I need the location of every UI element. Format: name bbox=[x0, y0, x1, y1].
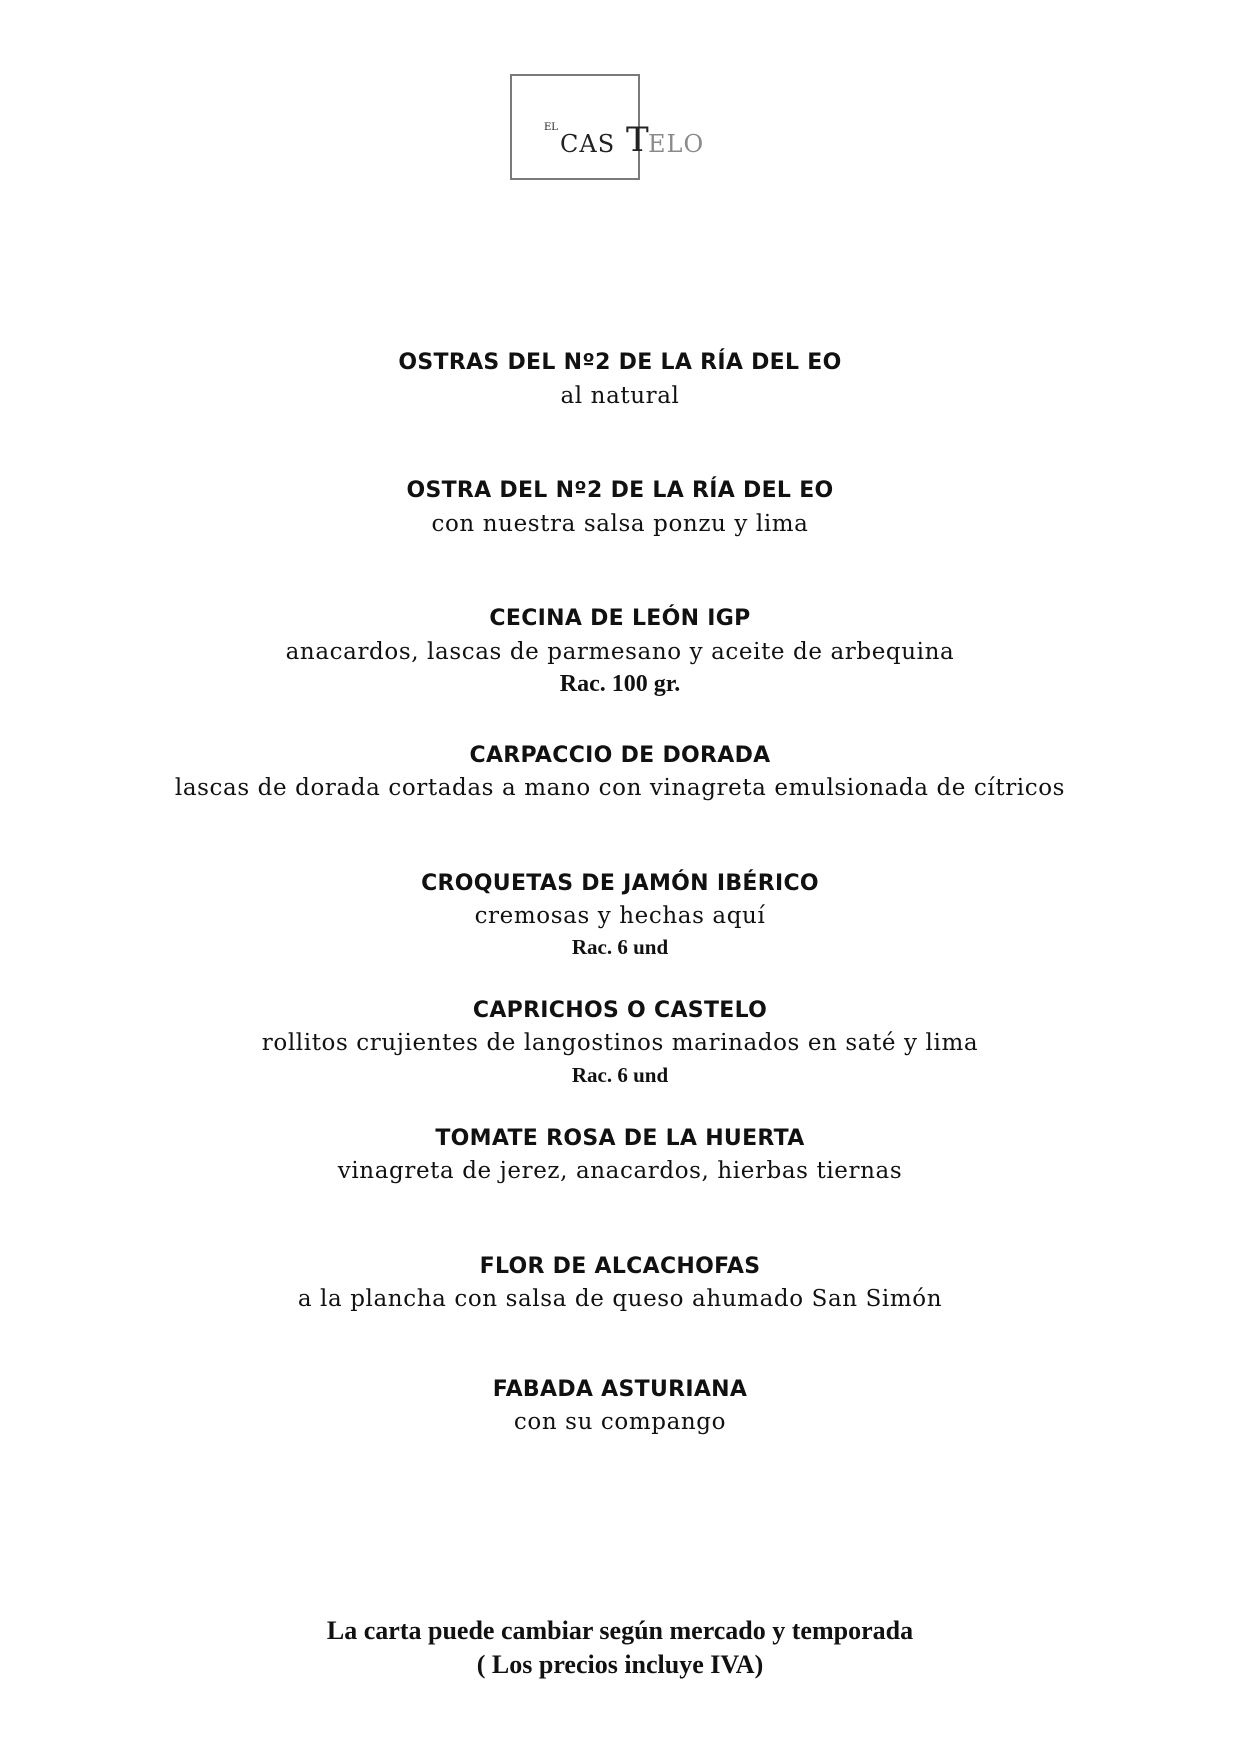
logo-t: T bbox=[626, 120, 649, 160]
logo-el: EL bbox=[544, 122, 558, 133]
dish-description: rollitos crujientes de langostinos marinados en saté y lima bbox=[261, 1030, 979, 1056]
footer-line-vat: ( Los precios incluye IVA) bbox=[476, 1650, 764, 1679]
dish-portion: Rac. 100 gr. bbox=[559, 671, 681, 697]
dish-portion: Rac. 6 und bbox=[571, 935, 669, 959]
dish-title: OSTRAS DEL Nº2 DE LA RÍA DEL EO bbox=[398, 350, 842, 375]
footer-line-market: La carta puede cambiar según mercado y temporada bbox=[326, 1616, 914, 1645]
dish-title: FABADA ASTURIANA bbox=[492, 1377, 748, 1402]
dish-title: CROQUETAS DE JAMÓN IBÉRICO bbox=[421, 871, 819, 896]
dish-title: FLOR DE ALCACHOFAS bbox=[479, 1254, 761, 1279]
dish-description: al natural bbox=[560, 383, 680, 409]
dish-description: cremosas y hechas aquí bbox=[474, 903, 766, 929]
dish-portion: Rac. 6 und bbox=[571, 1063, 669, 1087]
dish-title: CARPACCIO DE DORADA bbox=[469, 743, 771, 768]
dish-description: vinagreta de jerez, anacardos, hierbas tiernas bbox=[337, 1158, 903, 1184]
dish-description: con nuestra salsa ponzu y lima bbox=[431, 511, 809, 537]
dish-description: anacardos, lascas de parmesano y aceite de arbequina bbox=[285, 639, 955, 665]
dish-title: CAPRICHOS O CASTELO bbox=[472, 998, 768, 1023]
dish-description: con su compango bbox=[513, 1409, 727, 1435]
dish-title: OSTRA DEL Nº2 DE LA RÍA DEL EO bbox=[406, 478, 834, 503]
dish-title: TOMATE ROSA DE LA HUERTA bbox=[435, 1126, 805, 1151]
logo-elo: ELO bbox=[648, 130, 705, 158]
logo-frame bbox=[510, 74, 640, 180]
dish-title: CECINA DE LEÓN IGP bbox=[489, 606, 751, 631]
dish-description: a la plancha con salsa de queso ahumado San Simón bbox=[297, 1286, 943, 1312]
logo-cas: CAS bbox=[560, 130, 616, 158]
dish-description: lascas de dorada cortadas a mano con vinagreta emulsionada de cítricos bbox=[174, 775, 1066, 801]
